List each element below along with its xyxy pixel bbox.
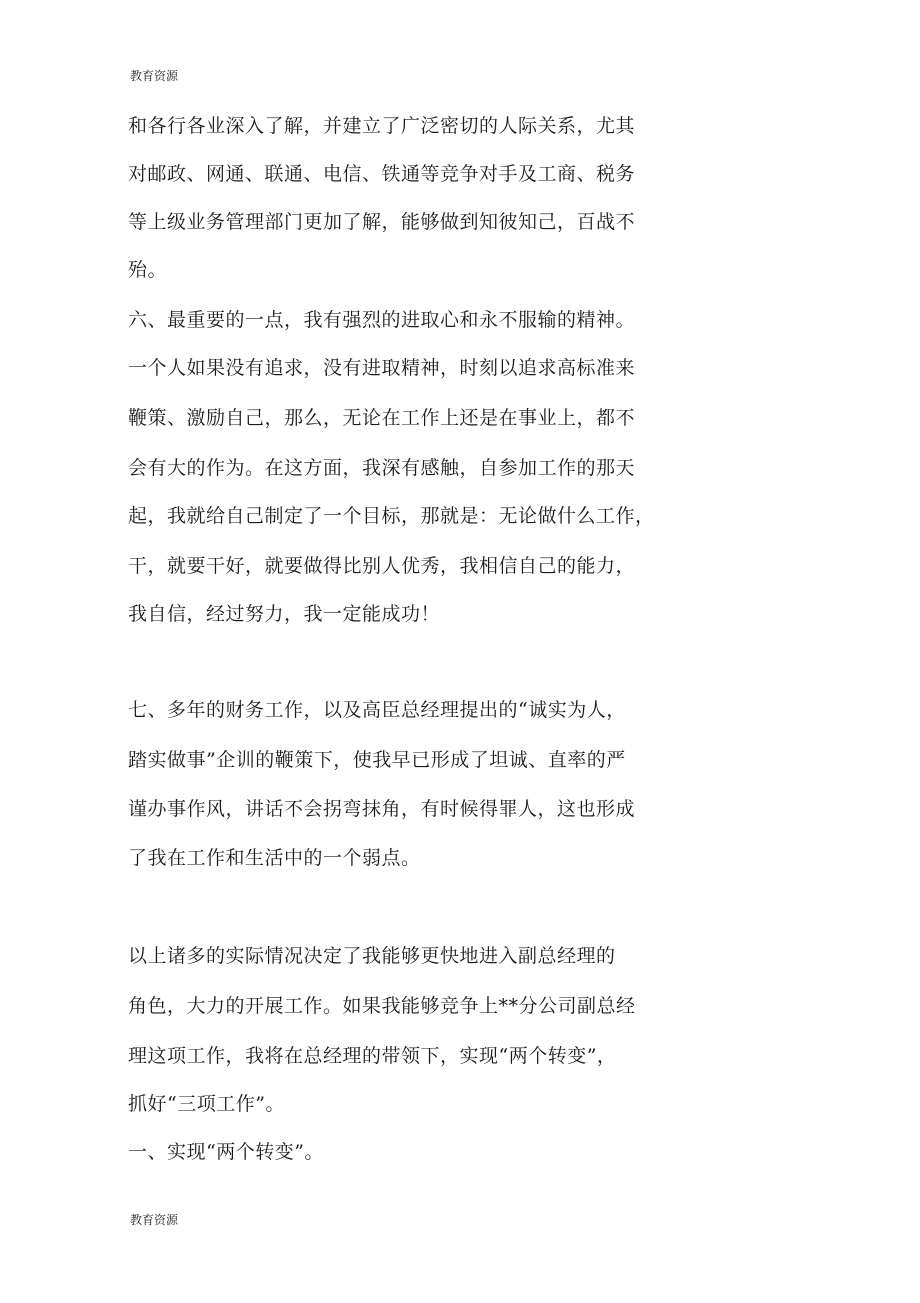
page-header: 教育资源: [130, 69, 179, 83]
text-line: 一个人如果没有追求，没有进取精神，时刻以追求高标准来: [128, 357, 636, 379]
text-line: 了我在工作和生活中的一个弱点。: [128, 847, 421, 869]
text-line: 起，我就给自己制定了一个目标，那就是：无论做什么工作，: [128, 505, 655, 527]
text-line: 干，就要干好，就要做得比别人优秀，我相信自己的能力，: [128, 555, 636, 577]
page-footer: 教育资源: [130, 1213, 179, 1227]
text-line: 抓好“三项工作”。: [128, 1093, 285, 1115]
text-line: 以上诸多的实际情况决定了我能够更快地进入副总经理的: [128, 945, 616, 967]
text-line: 角色，大力的开展工作。如果我能够竞争上**分公司副总经: [128, 995, 636, 1017]
text-line: 踏实做事”企训的鞭策下，使我早已形成了坦诚、直率的严: [128, 749, 626, 771]
text-line: 鞭策、激励自己，那么，无论在工作上还是在事业上，都不: [128, 407, 636, 429]
text-line: 六、最重要的一点，我有强烈的进取心和永不服输的精神。: [128, 309, 636, 331]
text-line: 一、实现“两个转变”。: [128, 1141, 324, 1163]
text-line: 等上级业务管理部门更加了解，能够做到知彼知己，百战不: [128, 211, 636, 233]
text-line: 殆。: [128, 259, 168, 281]
text-line: 理这项工作，我将在总经理的带领下，实现“两个转变”，: [128, 1045, 617, 1067]
text-line: 和各行各业深入了解，并建立了广泛密切的人际关系，尤其: [128, 115, 636, 137]
text-line: 谨办事作风，讲话不会拐弯抹角，有时候得罪人，这也形成: [128, 798, 636, 820]
text-line: 我自信，经过努力，我一定能成功！: [128, 603, 441, 625]
text-line: 七、多年的财务工作，以及高臣总经理提出的“诚实为人，: [128, 699, 626, 721]
text-line: 对邮政、网通、联通、电信、铁通等竞争对手及工商、税务: [128, 163, 636, 185]
text-line: 会有大的作为。在这方面，我深有感触，自参加工作的那天: [128, 457, 636, 479]
